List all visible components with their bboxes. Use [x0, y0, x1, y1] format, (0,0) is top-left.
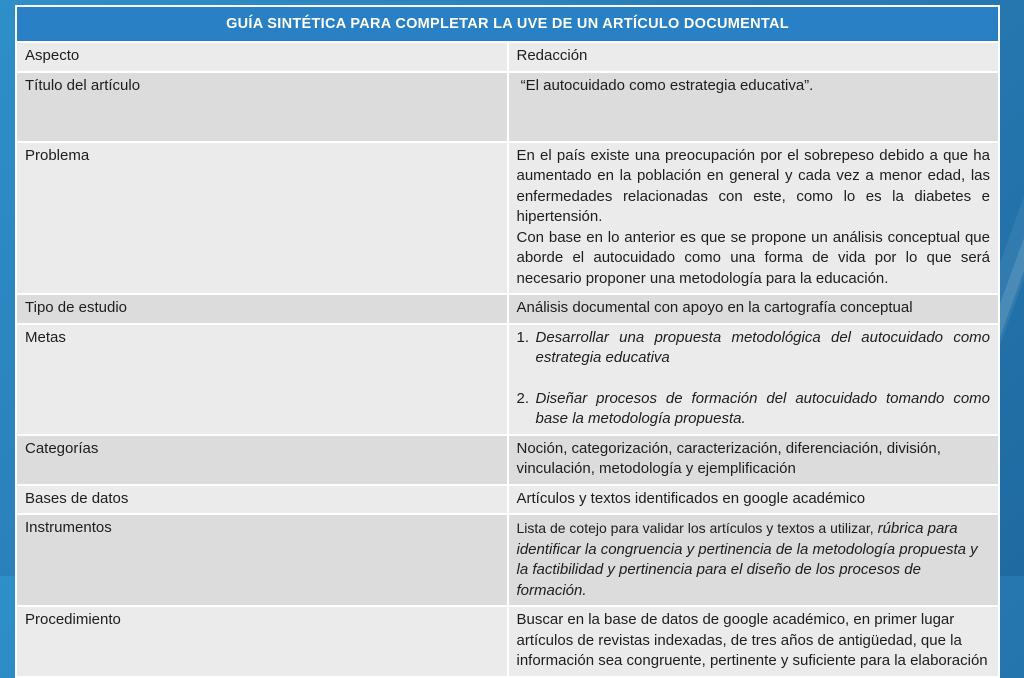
row-label-problema: Problema — [16, 142, 508, 295]
row-value-metas — [508, 324, 1000, 435]
row-value-tipo: Análisis documental con apoyo en la cartografía conceptual — [508, 294, 1000, 324]
instrumentos-plain: Lista de cotejo para validar los artículos y textos a utilizar, — [516, 520, 878, 536]
row-value-procedimiento: Buscar en la base de datos de google académico, en primer lugar artículos de revistas indexadas, de tres años de antigüedad, que la información sea congruente, pertinente y suficiente para la elaboración — [508, 606, 1000, 677]
row-label-instrumentos: Instrumentos — [16, 514, 508, 606]
header-redaccion: Redacción — [508, 42, 1000, 72]
row-label-metas: Metas — [16, 324, 508, 435]
row-value-titulo: “El autocuidado como estrategia educativa”. — [508, 72, 1000, 142]
instrumentos-italic: rúbrica para identificar la congruencia y pertinencia de la metodología propuesta y la factibilidad y pertinencia para el diseño de los procesos de formación. — [516, 520, 978, 599]
meta-text: Diseñar procesos de formación del autocuidado tomando como base la metodología propuesta. — [535, 389, 990, 427]
guide-table — [15, 5, 1000, 678]
row-value-categorias: Noción, categorización, caracterización, diferenciación, división, vinculación, metodología y ejemplificación — [508, 435, 1000, 485]
row-label-bases: Bases de datos — [16, 485, 508, 515]
meta-number: 2. — [516, 389, 530, 407]
row-value-problema — [508, 142, 1000, 295]
row-value-instrumentos — [508, 514, 1000, 606]
meta-text: Desarrollar una propuesta metodológica del autocuidado como estrategia educativa — [535, 328, 990, 366]
row-value-bases: Artículos y textos identificados en google académico — [508, 485, 1000, 515]
table-row — [16, 485, 999, 515]
list-item — [517, 389, 991, 430]
header-aspecto: Aspecto — [16, 42, 508, 72]
table-row — [16, 72, 999, 142]
table-row — [16, 324, 999, 435]
title-row — [16, 6, 999, 42]
table-row — [16, 435, 999, 485]
problema-paragraph-1: En el país existe una preocupación por el sobrepeso debido a que ha aumentado en la población en general y cada vez a menor edad, las enfermedades relacionadas con este, como lo es la diabetes e hipertensión. — [516, 146, 990, 225]
table-row — [16, 42, 999, 72]
row-label-procedimiento: Procedimiento — [16, 606, 508, 677]
row-label-tipo: Tipo de estudio — [16, 294, 508, 324]
meta-number: 1. — [516, 328, 530, 346]
row-label-categorias: Categorías — [16, 435, 508, 485]
table-row — [16, 294, 999, 324]
table-title: GUÍA SINTÉTICA PARA COMPLETAR LA UVE DE UN ARTÍCULO DOCUMENTAL — [16, 6, 999, 42]
list-item — [517, 328, 991, 369]
row-label-titulo: Título del artículo — [16, 72, 508, 142]
table-row — [16, 142, 999, 295]
problema-paragraph-2: Con base en lo anterior es que se propone un análisis conceptual que aborde el autocuidado como una forma de vida por lo que será necesario proponer una metodología para la educación. — [516, 228, 990, 287]
table-row — [16, 514, 999, 606]
table-row — [16, 606, 999, 677]
